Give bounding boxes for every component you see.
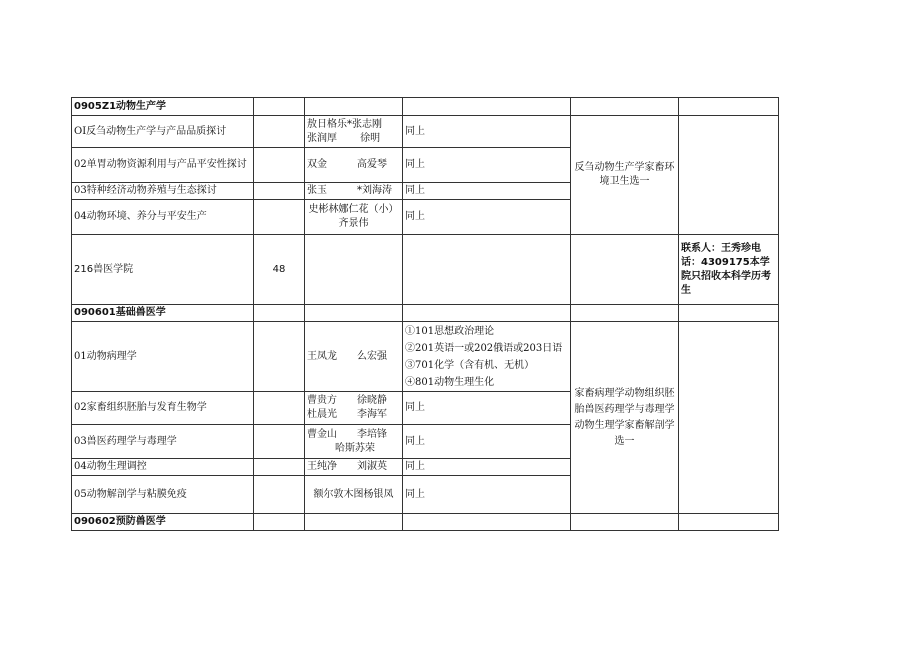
exam-subjects: 同上: [403, 183, 571, 200]
tutors: [305, 148, 403, 183]
tutors: [305, 200, 403, 235]
tutors: [305, 425, 403, 459]
section-title: 0905Z1动物生产学: [72, 98, 254, 116]
tutor-line: 杜晨光 李海军: [307, 409, 387, 420]
table-row: [72, 235, 779, 305]
tutor-line: 王纯净 刘淑英: [307, 461, 387, 472]
table-row: [72, 116, 779, 148]
enrollment-count: 48: [254, 235, 305, 305]
tutors: [305, 392, 403, 425]
exam-subjects: 同上: [403, 148, 571, 183]
tutor-line: 王凤龙 么宏强: [307, 350, 387, 362]
tutors: [305, 183, 403, 200]
exam-subjects: [403, 322, 571, 392]
research-direction: 04动物环境、养分与平安生产: [72, 200, 254, 235]
exam-subjects: 同上: [403, 392, 571, 425]
exam-subjects: 同上: [403, 200, 571, 235]
table-row: [72, 514, 779, 531]
section-title: 090601基础兽医学: [72, 305, 254, 322]
tutor-line: 齐景伟: [338, 218, 369, 229]
tutor-line: 曹金山 李培锋: [307, 428, 387, 440]
enrollment-table: [71, 97, 779, 531]
tutor-line: 哈斯苏荣: [335, 442, 375, 454]
research-direction: 02家畜组织胚胎与发育生物学: [72, 392, 254, 425]
research-direction: OI反刍动物生产学与产品品质探讨: [72, 116, 254, 148]
research-direction: 03特种经济动物养殖与生态探讨: [72, 183, 254, 200]
exam-subject: ①101思想政治理论: [405, 325, 495, 337]
retest-subjects: 家畜病理学动物组织胚胎兽医药理学与毒理学动物生理学家畜解剖学选一: [571, 322, 679, 514]
exam-subjects: 同上: [403, 116, 571, 148]
research-direction: 01动物病理学: [72, 322, 254, 392]
contact-info: 联系人：王秀珍电话：4309175本学院只招收本科学历考生: [679, 235, 779, 305]
tutors: [305, 459, 403, 476]
exam-subject: ④801动物生理生化: [405, 376, 495, 388]
tutor-line: 张玉 *刘海涛: [307, 185, 392, 196]
research-direction: 05动物解剖学与粘膜免疫: [72, 476, 254, 514]
college-title: 216兽医学院: [72, 235, 254, 305]
table-row: [72, 322, 779, 392]
exam-subjects: 同上: [403, 476, 571, 514]
exam-subjects: 同上: [403, 425, 571, 459]
exam-subject: ②201英语一或202俄语或203日语: [405, 342, 563, 354]
section-title: 090602预防兽医学: [72, 514, 254, 531]
table-row: [72, 305, 779, 322]
tutor-line: 曹贵方 徐晓静: [307, 395, 387, 406]
tutors: [305, 476, 403, 514]
retest-subjects: 反刍动物生产学家畜环境卫生选一: [571, 116, 679, 235]
research-direction: 03兽医药理学与毒理学: [72, 425, 254, 459]
exam-subjects: 同上: [403, 459, 571, 476]
tutor-line: 双金 高爱琴: [307, 159, 387, 170]
exam-subject: ③701化学（含有机、无机）: [405, 359, 535, 371]
table-row: [72, 98, 779, 116]
tutor-line: 额尔敦木图杨银凤: [313, 488, 394, 500]
tutors: [305, 322, 403, 392]
research-direction: 04动物生理调控: [72, 459, 254, 476]
tutor-line: 张润厚 徐明: [307, 132, 381, 144]
research-direction: 02单胃动物资源利用与产品平安性探讨: [72, 148, 254, 183]
tutor-line: 敖日格乐*张志刚: [307, 118, 382, 130]
tutors: [305, 116, 403, 148]
tutor-line: 史彬林娜仁花（小）: [308, 204, 399, 215]
